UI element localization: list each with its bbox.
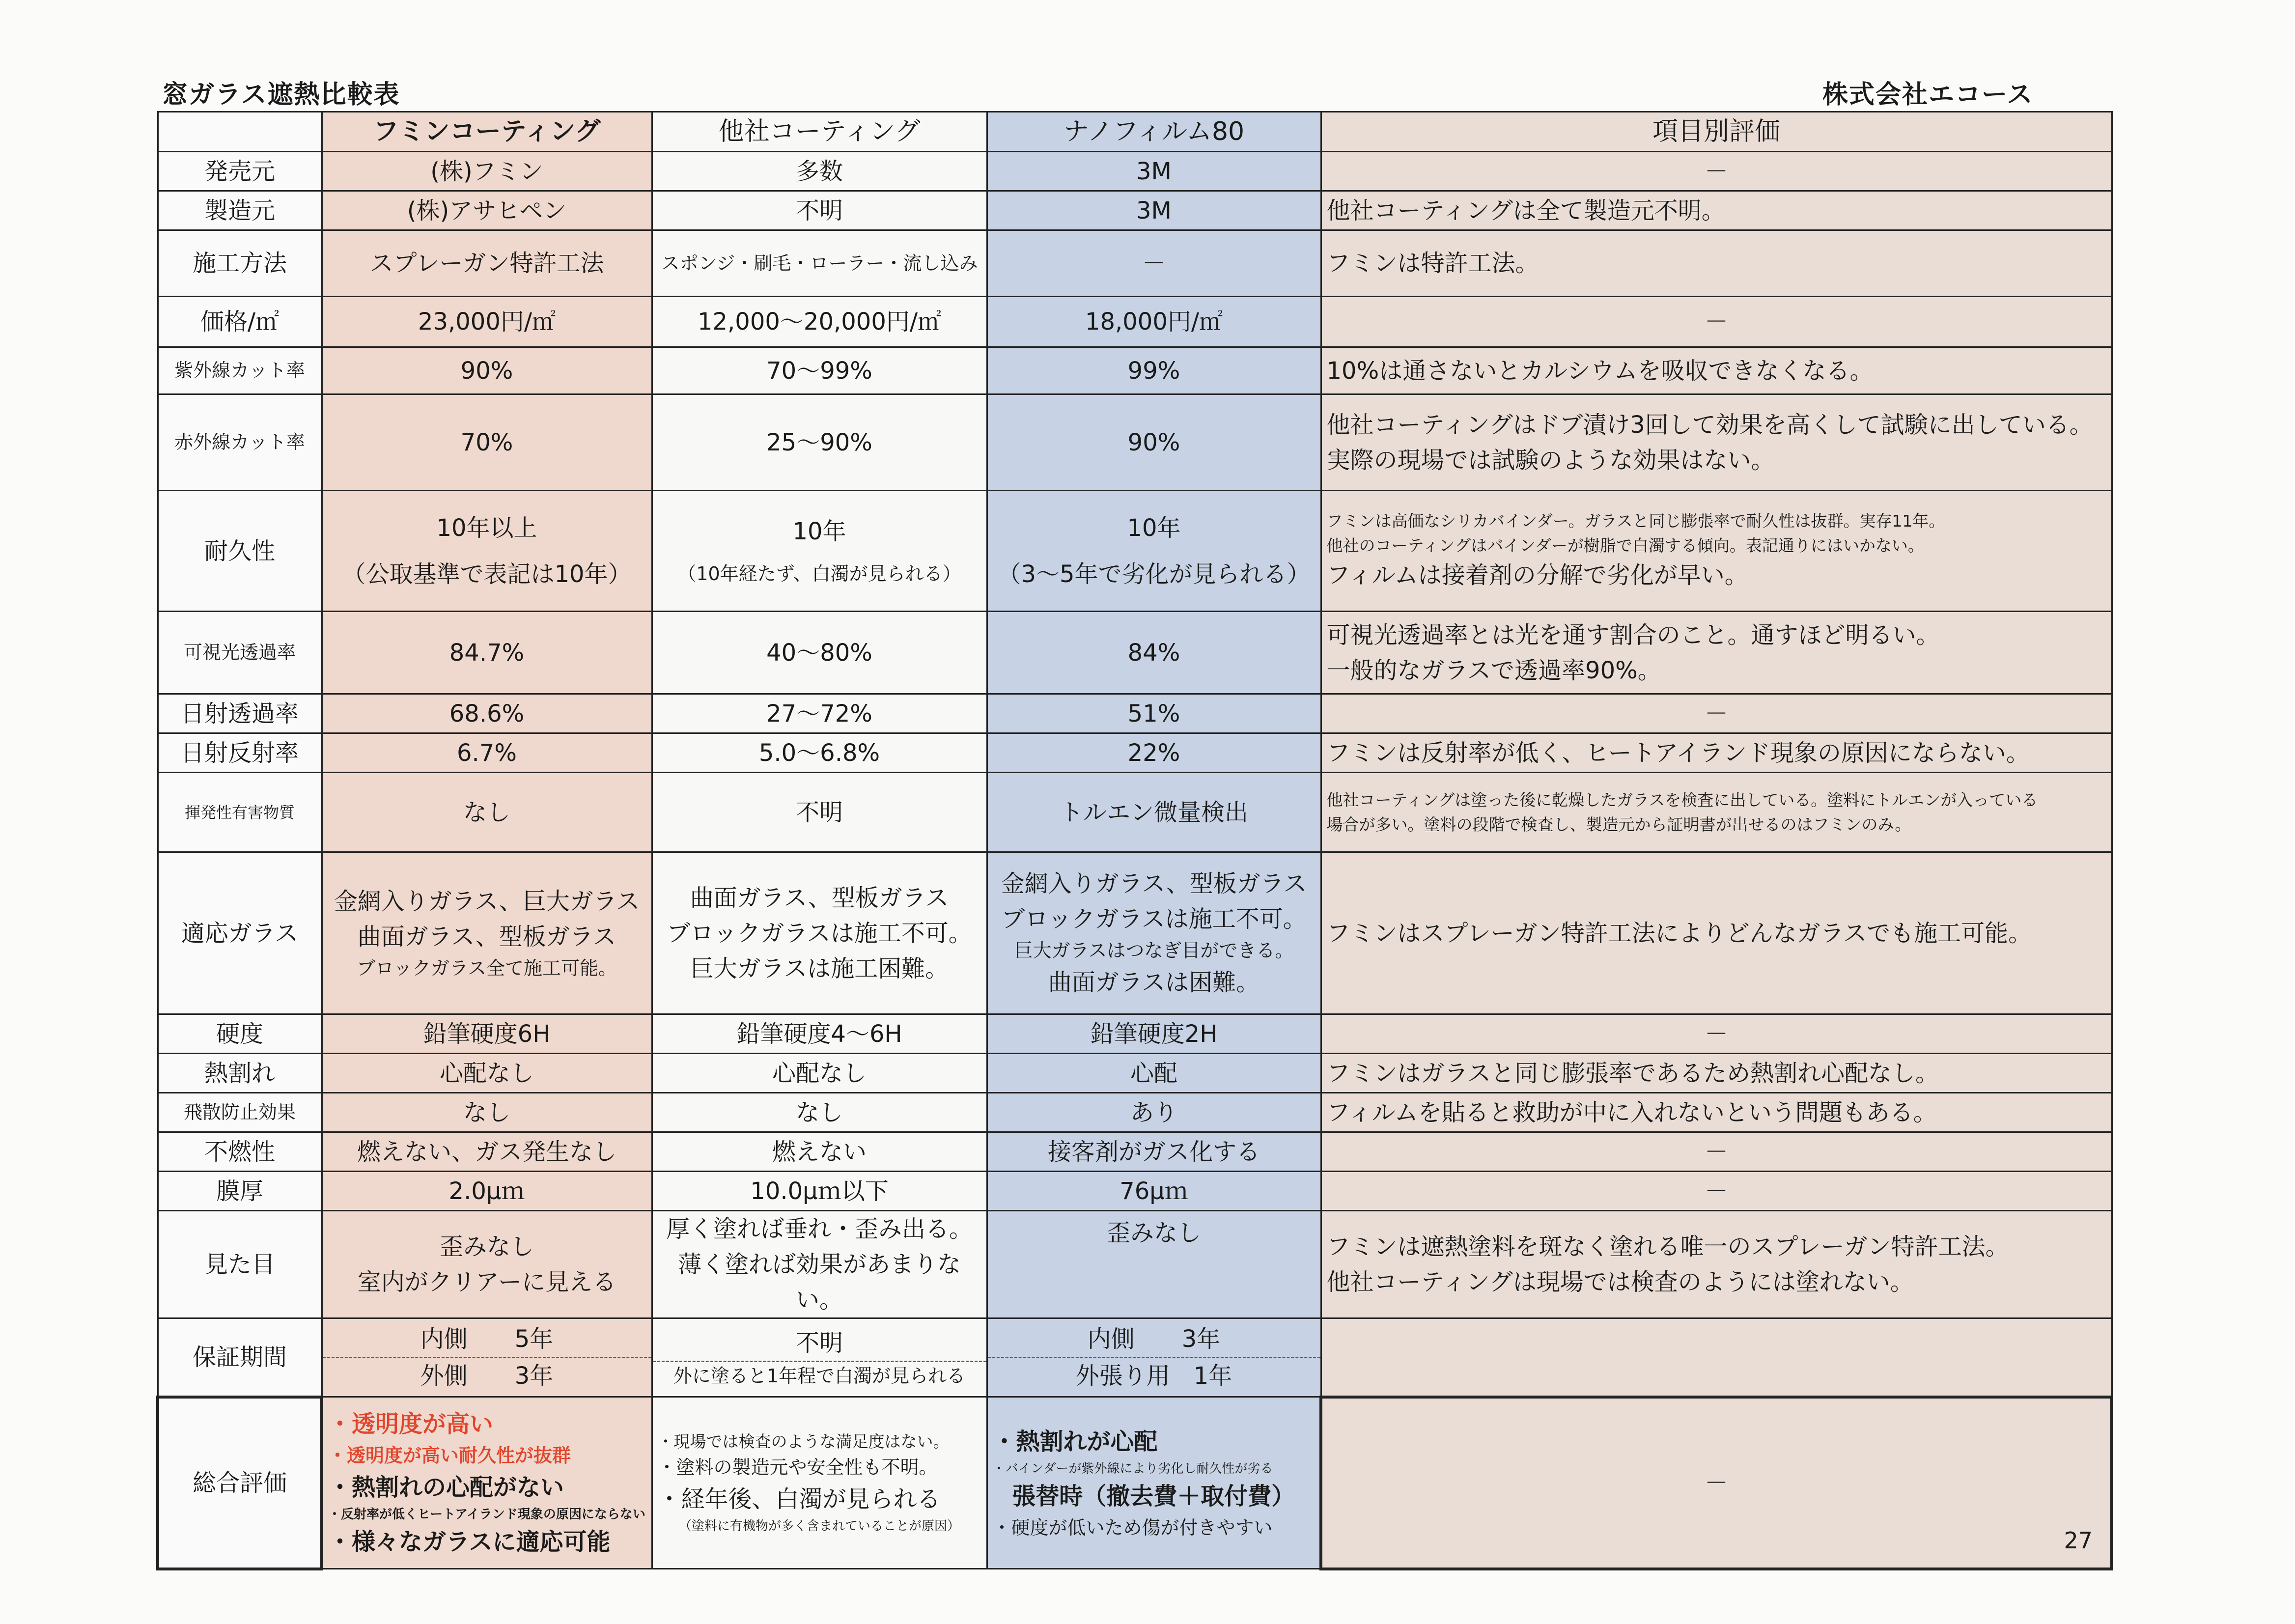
table-row [158, 773, 2112, 852]
table-row [158, 1211, 2112, 1318]
cell-other: 40～80% [652, 612, 987, 694]
cell-fumin: 6.7% [322, 733, 652, 773]
cell-fumin: 鉛筆硬度6H [322, 1014, 652, 1054]
eval-line: フミンは遮熱塗料を斑なく塗れる唯一のスプレーガン特許工法。 [1326, 1233, 2009, 1260]
cell-other [652, 852, 987, 1014]
eval-line: 他社コーティングは現場では検査のようには塗れない。 [1326, 1268, 1914, 1296]
cell-line: ブロックガラスは施工不可。 [1001, 905, 1307, 933]
cell-fumin [322, 852, 652, 1014]
cell-fumin: なし [322, 773, 652, 852]
row-label: 耐久性 [158, 491, 322, 612]
summary-line: ・塗料の製造元や安全性も不明。 [657, 1456, 938, 1479]
cell-fumin: 23,000円/㎡ [322, 297, 652, 347]
cell-nano: 3M [987, 152, 1321, 191]
cell-other [652, 1211, 987, 1318]
table-row-summary [158, 1397, 2112, 1569]
table-row [158, 297, 2112, 347]
summary-line: ・様々なガラスに適応可能 [328, 1528, 611, 1556]
cell-other: 不明 [652, 773, 987, 852]
cell-fumin [322, 1397, 652, 1569]
cell-line: 厚く塗れば垂れ・歪み出る。 [666, 1215, 973, 1243]
summary-line: ・現場では検査のような満足度はない。 [657, 1431, 950, 1451]
cell-eval [1321, 491, 2112, 612]
cell-eval: フミンはスプレーガン特許工法によりどんなガラスでも施工可能。 [1321, 852, 2112, 1014]
cell-line: 室内がクリアーに見える [357, 1268, 616, 1296]
cell-eval: フミンはガラスと同じ膨張率であるため熱割れ心配なし。 [1321, 1054, 2112, 1093]
table-header-row [158, 112, 2112, 152]
table-row [158, 347, 2112, 394]
header-other: 他社コーティング [652, 112, 987, 152]
row-label: 飛散防止効果 [158, 1093, 322, 1132]
summary-line: ・熱割れが心配 [992, 1428, 1158, 1456]
cell-nano: 18,000円/㎡ [987, 297, 1321, 347]
eval-line: 場合が多い。塗料の段階で検査し、製造元から証明書が出せるのはフミンのみ。 [1326, 814, 1911, 834]
cell-fumin: 68.6% [322, 694, 652, 733]
table-row [158, 1093, 2112, 1132]
summary-line: ・透明度が高い [328, 1410, 494, 1438]
row-label: 製造元 [158, 191, 322, 230]
cell-eval [1321, 1211, 2112, 1318]
cell-nano: 接客剤がガス化する [987, 1132, 1321, 1172]
cell-other: 燃えない [652, 1132, 987, 1172]
cell-other [652, 1318, 987, 1397]
cell-eval: － [1321, 1172, 2112, 1211]
cell-fumin: スプレーガン特許工法 [322, 230, 652, 297]
row-label: 不燃性 [158, 1132, 322, 1172]
row-label: 保証期間 [158, 1318, 322, 1397]
cell-eval: フミンは反射率が低く、ヒートアイランド現象の原因にならない。 [1321, 733, 2112, 773]
cell-nano: 99% [987, 347, 1321, 394]
summary-line: ・経年後、白濁が見られる [657, 1485, 941, 1513]
row-label: 発売元 [158, 152, 322, 191]
cell-eval [1321, 394, 2112, 491]
header-eval: 項目別評価 [1321, 112, 2112, 152]
table-row [158, 1172, 2112, 1211]
cell-line: 曲面ガラス、型板ガラス [690, 884, 949, 912]
cell-fumin: 心配なし [322, 1054, 652, 1093]
row-label: 硬度 [158, 1014, 322, 1054]
cell-other: 5.0～6.8% [652, 733, 987, 773]
cell-eval: フミンは特許工法。 [1321, 230, 2112, 297]
cell-fumin: (株)フミン [322, 152, 652, 191]
eval-line: 他社のコーティングはバインダーが樹脂で白濁する傾向。表記通りにはいかない。 [1326, 535, 1924, 555]
cell-line: 曲面ガラスは困難。 [1048, 969, 1260, 996]
eval-line: 一般的なガラスで透過率90%。 [1326, 656, 1661, 684]
cell-nano: トルエン微量検出 [987, 773, 1321, 852]
table-row [158, 612, 2112, 694]
cell-nano: － [987, 230, 1321, 297]
cell-other: 不明 [652, 191, 987, 230]
cell-nano: 歪みなし [987, 1211, 1321, 1318]
cell-eval: － [1321, 694, 2112, 733]
table-row [158, 491, 2112, 612]
cell-line: 歪みなし [439, 1233, 534, 1260]
cell-line: ブロックガラスは施工不可。 [667, 919, 972, 947]
row-label: 紫外線カット率 [158, 347, 322, 394]
cell-nano: 鉛筆硬度2H [987, 1014, 1321, 1054]
cell-other: 70～99% [652, 347, 987, 394]
cell-other: 10.0μｍ以下 [652, 1172, 987, 1211]
cell-line: （公取基準で表記は10年） [342, 560, 632, 588]
cell-line: （3～5年で劣化が見られる） [997, 560, 1311, 588]
summary-line: ・反射率が低くヒートアイランド現象の原因にならない [328, 1507, 645, 1522]
cell-nano: 51% [987, 694, 1321, 733]
cell-nano: 心配 [987, 1054, 1321, 1093]
page-number: 27 [2064, 1527, 2093, 1554]
eval-line: 実際の現場では試験のような効果はない。 [1326, 446, 1775, 474]
eval-line: 他社コーティングはドブ漬け3回して効果を高くして試験に出している。 [1326, 411, 2093, 439]
table-row [158, 694, 2112, 733]
row-label: 日射透過率 [158, 694, 322, 733]
cell-nano: 76μｍ [987, 1172, 1321, 1211]
summary-line: ・バインダーが紫外線により劣化し耐久性が劣る [992, 1461, 1273, 1476]
cell-other: 27～72% [652, 694, 987, 733]
cell-fumin: なし [322, 1093, 652, 1132]
cell-other: 心配なし [652, 1054, 987, 1093]
row-label: 可視光透過率 [158, 612, 322, 694]
cell-line: （10年経たず、白濁が見られる） [677, 563, 961, 585]
cell-other: スポンジ・刷毛・ローラー・流し込み [652, 230, 987, 297]
cell-line: 10年 [1127, 514, 1181, 542]
cell-line: 金網入りガラス、巨大ガラス [334, 888, 640, 915]
cell-nano [987, 852, 1321, 1014]
table-row [158, 191, 2112, 230]
cell-nano [987, 1318, 1321, 1397]
cell-nano [987, 491, 1321, 612]
eval-line: フィルムは接着剤の分解で劣化が早い。 [1326, 561, 1748, 589]
summary-line: 張替時（撤去費＋取付費） [1012, 1482, 1295, 1510]
summary-eval: － [1704, 1469, 1728, 1497]
page-title: 窓ガラス遮熱比較表 [162, 80, 400, 110]
cell-line: 内側 5年 [420, 1325, 554, 1353]
cell-fumin: (株)アサヒペン [322, 191, 652, 230]
cell-eval: 他社コーティングは全て製造元不明。 [1321, 191, 2112, 230]
cell-line: 外に塗ると1年程で白濁が見られる [653, 1361, 986, 1390]
cell-line: ブロックガラス全て施工可能。 [356, 957, 617, 979]
cell-other: 鉛筆硬度4～6H [652, 1014, 987, 1054]
company-name: 株式会社エコース [1822, 80, 2034, 110]
cell-other [652, 1397, 987, 1569]
cell-other: 多数 [652, 152, 987, 191]
table-row [158, 1014, 2112, 1054]
summary-line: ・熱割れの心配がない [328, 1473, 564, 1501]
cell-nano: 3M [987, 191, 1321, 230]
table-row [158, 1318, 2112, 1397]
cell-nano: 22% [987, 733, 1321, 773]
cell-eval: フィルムを貼ると救助が中に入れないという問題もある。 [1321, 1093, 2112, 1132]
table-row [158, 852, 2112, 1014]
row-label: 赤外線カット率 [158, 394, 322, 491]
cell-eval [1321, 612, 2112, 694]
cell-other: 12,000～20,000円/㎡ [652, 297, 987, 347]
table-row [158, 733, 2112, 773]
row-label: 適応ガラス [158, 852, 322, 1014]
cell-line: 10年 [792, 518, 846, 545]
cell-other [652, 491, 987, 612]
cell-line: 10年以上 [436, 514, 537, 542]
eval-line: 他社コーティングは塗った後に乾燥したガラスを検査に出している。塗料にトルエンが入っている [1326, 790, 2038, 810]
cell-fumin [322, 1211, 652, 1318]
cell-line: 薄く塗れば効果があまりない。 [677, 1251, 961, 1314]
cell-nano: あり [987, 1093, 1321, 1132]
cell-line: 曲面ガラス、型板ガラス [357, 923, 616, 951]
table-row [158, 152, 2112, 191]
eval-line: 可視光透過率とは光を通す割合のこと。通すほど明るい。 [1326, 621, 1940, 649]
cell-fumin: 90% [322, 347, 652, 394]
row-label: 価格/㎡ [158, 297, 322, 347]
row-label: 熱割れ [158, 1054, 322, 1093]
cell-eval [1321, 773, 2112, 852]
cell-line: 不明 [795, 1329, 843, 1357]
cell-fumin [322, 491, 652, 612]
header-nano: ナノフィルム80 [987, 112, 1321, 152]
cell-line: 外側 3年 [323, 1357, 651, 1394]
cell-nano: 84% [987, 612, 1321, 694]
row-label: 見た目 [158, 1211, 322, 1318]
table-row [158, 230, 2112, 297]
cell-eval: 10%は通さないとカルシウムを吸収できなくなる。 [1321, 347, 2112, 394]
cell-line: 金網入りガラス、型板ガラス [1001, 870, 1307, 897]
cell-line: 内側 3年 [1087, 1325, 1221, 1353]
table-row [158, 394, 2112, 491]
cell-other: なし [652, 1093, 987, 1132]
cell-line: 巨大ガラスはつなぎ目ができる。 [1014, 940, 1294, 961]
comparison-table [156, 111, 2113, 1570]
cell-eval [1321, 1318, 2112, 1397]
table-row [158, 1054, 2112, 1093]
summary-line: ・透明度が高い耐久性が抜群 [328, 1444, 571, 1466]
summary-line: （塗料に有機物が多く含まれていることが原因） [678, 1519, 960, 1534]
row-label: 総合評価 [158, 1397, 322, 1569]
header-empty [158, 112, 322, 152]
cell-fumin [322, 1318, 652, 1397]
header-fumin: フミンコーティング [322, 112, 652, 152]
cell-fumin: 2.0μｍ [322, 1172, 652, 1211]
row-label: 膜厚 [158, 1172, 322, 1211]
cell-fumin: 70% [322, 394, 652, 491]
row-label: 揮発性有害物質 [158, 773, 322, 852]
eval-line: フミンは高価なシリカバインダー。ガラスと同じ膨張率で耐久性は抜群。実存11年。 [1326, 511, 1945, 531]
cell-fumin: 燃えない、ガス発生なし [322, 1132, 652, 1172]
cell-line: 巨大ガラスは施工困難。 [690, 954, 949, 982]
cell-eval: － [1321, 297, 2112, 347]
table-row [158, 1132, 2112, 1172]
cell-fumin: 84.7% [322, 612, 652, 694]
row-label: 施工方法 [158, 230, 322, 297]
cell-eval: － [1321, 1132, 2112, 1172]
cell-nano: 90% [987, 394, 1321, 491]
cell-line: 外張り用 1年 [988, 1357, 1320, 1394]
row-label: 日射反射率 [158, 733, 322, 773]
cell-eval: － [1321, 152, 2112, 191]
cell-eval: － [1321, 1014, 2112, 1054]
cell-other: 25～90% [652, 394, 987, 491]
cell-nano [987, 1397, 1321, 1569]
summary-line: ・硬度が低いため傷が付きやすい [992, 1516, 1273, 1539]
cell-eval [1321, 1397, 2112, 1569]
